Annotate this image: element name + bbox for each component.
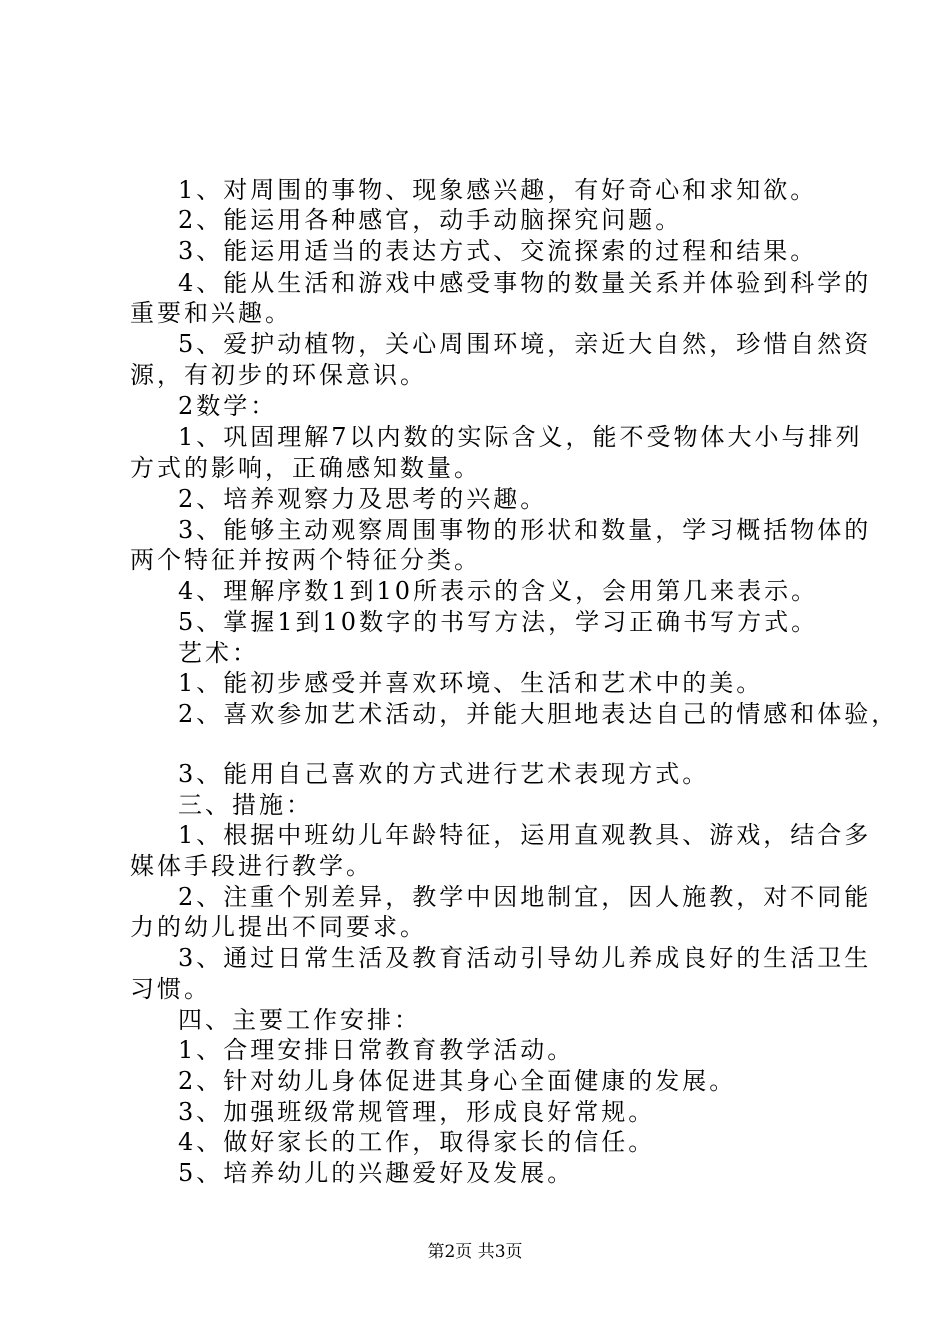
page-number-footer: 第2页 共3页 <box>427 1242 523 1262</box>
paragraph-line: 1、巩固理解7以内数的实际含义，能不受物体大小与排列 <box>178 423 863 451</box>
paragraph-line: 媒体手段进行教学。 <box>130 852 373 880</box>
paragraph-line: 4、能从生活和游戏中感受事物的数量关系并体验到科学的 <box>178 269 872 297</box>
paragraph-line: 5、掌握1到10数字的书写方法，学习正确书写方式。 <box>178 608 819 636</box>
paragraph-line: 4、理解序数1到10所表示的含义，会用第几来表示。 <box>178 577 819 605</box>
paragraph-line: 2、培养观察力及思考的兴趣。 <box>178 485 548 513</box>
paragraph-line: 3、加强班级常规管理，形成良好常规。 <box>178 1098 656 1126</box>
section-heading: 艺术： <box>178 639 259 667</box>
paragraph-line: 3、能够主动观察周围事物的形状和数量，学习概括物体的 <box>178 516 872 544</box>
paragraph-line: 2、能运用各种感官，动手动脑探究问题。 <box>178 206 683 234</box>
paragraph-line: 1、根据中班幼儿年龄特征，运用直观教具、游戏，结合多 <box>178 821 872 849</box>
paragraph-line: 习惯。 <box>130 975 211 1003</box>
paragraph-line: 5、培养幼儿的兴趣爱好及发展。 <box>178 1159 575 1187</box>
paragraph-line: 1、能初步感受并喜欢环境、生活和艺术中的美。 <box>178 669 764 697</box>
paragraph-line: 源，有初步的环保意识。 <box>130 361 427 389</box>
section-heading: 三、措施： <box>178 791 313 819</box>
section-heading: 2数学： <box>178 392 278 420</box>
paragraph-line: 2、注重个别差异，教学中因地制宜，因人施教，对不同能 <box>178 883 872 911</box>
paragraph-line: 5、爱护动植物，关心周围环境，亲近大自然，珍惜自然资 <box>178 330 872 358</box>
paragraph-line: 两个特征并按两个特征分类。 <box>130 546 481 574</box>
paragraph-line: 2、喜欢参加艺术活动，并能大胆地表达自己的情感和体验， <box>178 700 899 728</box>
paragraph-line: 力的幼儿提出不同要求。 <box>130 913 427 941</box>
paragraph-line: 1、对周围的事物、现象感兴趣，有好奇心和求知欲。 <box>178 176 818 204</box>
section-heading: 四、主要工作安排： <box>178 1006 421 1034</box>
paragraph-line: 方式的影响，正确感知数量。 <box>130 454 481 482</box>
paragraph-line: 1、合理安排日常教育教学活动。 <box>178 1036 575 1064</box>
paragraph-line: 2、针对幼儿身体促进其身心全面健康的发展。 <box>178 1067 737 1095</box>
paragraph-line: 3、通过日常生活及教育活动引导幼儿养成良好的生活卫生 <box>178 944 872 972</box>
paragraph-line: 3、能运用适当的表达方式、交流探索的过程和结果。 <box>178 237 818 265</box>
paragraph-line: 4、做好家长的工作，取得家长的信任。 <box>178 1128 656 1156</box>
paragraph-line: 重要和兴趣。 <box>130 299 292 327</box>
paragraph-line: 3、能用自己喜欢的方式进行艺术表现方式。 <box>178 760 710 788</box>
